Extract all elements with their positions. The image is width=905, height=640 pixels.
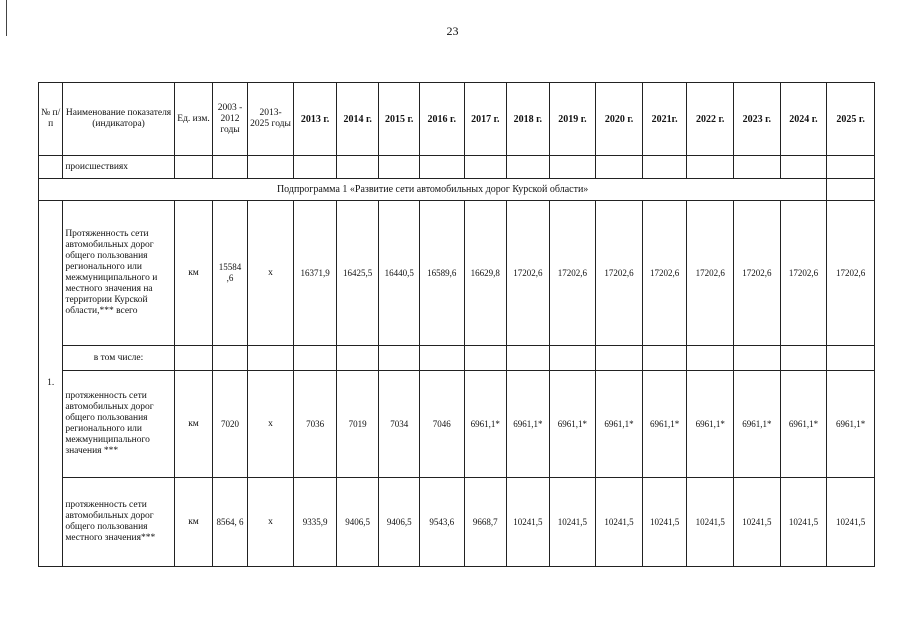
table-cell (642, 346, 687, 371)
year-value: 16440,5 (379, 201, 420, 346)
year-value: 17202,6 (642, 201, 687, 346)
table-cell (39, 156, 63, 179)
header-year: 2016 г. (419, 83, 464, 156)
table-cell (336, 346, 379, 371)
period-value: х (247, 478, 294, 567)
header-year: 2022 г. (687, 83, 734, 156)
year-value: 6961,1* (734, 371, 781, 478)
header-num: № п/п (39, 83, 63, 156)
period-value: х (247, 371, 294, 478)
table-cell (687, 156, 734, 179)
table-cell (780, 156, 827, 179)
year-value: 6961,1* (780, 371, 827, 478)
period-value: х (247, 201, 294, 346)
table-cell (213, 346, 247, 371)
indicator-name: Протяженность сети автомобильных дорог общего пользования регионального или межмуниципального и местного значения на территории Курской области,*** всего (63, 201, 174, 346)
table-cell (247, 346, 294, 371)
table-cell (827, 156, 875, 179)
year-value: 6961,1* (549, 371, 596, 478)
year-value: 9335,9 (294, 478, 337, 567)
table-cell (549, 346, 596, 371)
year-value: 10241,5 (596, 478, 643, 567)
indicator-name: в том числе: (63, 346, 174, 371)
table-cell (336, 156, 379, 179)
table-cell (507, 156, 550, 179)
table-cell (827, 179, 875, 201)
header-unit: Ед. изм. (174, 83, 213, 156)
subprogram-row (39, 179, 875, 201)
year-value: 17202,6 (827, 201, 875, 346)
indicator-name: протяженность сети автомобильных дорог общего пользования местного значения*** (63, 478, 174, 567)
year-value: 7046 (419, 371, 464, 478)
year-value: 9406,5 (379, 478, 420, 567)
year-value: 16589,6 (419, 201, 464, 346)
table-cell (734, 346, 781, 371)
year-value: 10241,5 (827, 478, 875, 567)
table-cell (247, 156, 294, 179)
table-row (39, 156, 875, 179)
year-value: 10241,5 (642, 478, 687, 567)
table-row (39, 201, 875, 346)
year-value: 7036 (294, 371, 337, 478)
table-cell (549, 156, 596, 179)
period-value: 8564, 6 (213, 478, 247, 567)
table-row (39, 346, 875, 371)
table-cell (687, 346, 734, 371)
header-year: 2015 г. (379, 83, 420, 156)
header-year: 2021г. (642, 83, 687, 156)
table-cell (174, 346, 213, 371)
header-row (39, 83, 875, 156)
table-cell (419, 346, 464, 371)
header-period-2003-2012: 2003 - 2012 годы (213, 83, 247, 156)
table-row (39, 371, 875, 478)
indicators-table (38, 82, 875, 567)
year-value: 10241,5 (507, 478, 550, 567)
unit-cell: км (174, 478, 213, 567)
header-year: 2024 г. (780, 83, 827, 156)
header-year: 2020 г. (596, 83, 643, 156)
header-year: 2018 г. (507, 83, 550, 156)
year-value: 6961,1* (642, 371, 687, 478)
row-number: 1. (39, 201, 63, 567)
year-value: 17202,6 (596, 201, 643, 346)
year-value: 6961,1* (507, 371, 550, 478)
year-value: 17202,6 (780, 201, 827, 346)
year-value: 9543,6 (419, 478, 464, 567)
year-value: 6961,1* (464, 371, 507, 478)
table-cell (379, 156, 420, 179)
table-cell (464, 156, 507, 179)
header-period-2013-2025: 2013- 2025 годы (247, 83, 294, 156)
year-value: 17202,6 (734, 201, 781, 346)
table-cell (596, 156, 643, 179)
table-cell (174, 156, 213, 179)
year-value: 9668,7 (464, 478, 507, 567)
year-value: 7034 (379, 371, 420, 478)
indicator-name: протяженность сети автомобильных дорог общего пользования регионального или межмуниципального значения *** (63, 371, 174, 478)
table-cell (642, 156, 687, 179)
period-value: 7020 (213, 371, 247, 478)
table-cell (213, 156, 247, 179)
year-value: 10241,5 (780, 478, 827, 567)
year-value: 6961,1* (827, 371, 875, 478)
table-cell (379, 346, 420, 371)
table-cell (294, 346, 337, 371)
year-value: 10241,5 (687, 478, 734, 567)
year-value: 16425,5 (336, 201, 379, 346)
header-year: 2023 г. (734, 83, 781, 156)
table-cell (419, 156, 464, 179)
year-value: 17202,6 (687, 201, 734, 346)
page-number: 23 (446, 24, 459, 38)
year-value: 7019 (336, 371, 379, 478)
period-value: 15584 ,6 (213, 201, 247, 346)
year-value: 16371,9 (294, 201, 337, 346)
header-name: Наименование показателя (индикатора) (63, 83, 174, 156)
table-cell (464, 346, 507, 371)
unit-cell: км (174, 371, 213, 478)
table-cell (507, 346, 550, 371)
year-value: 6961,1* (596, 371, 643, 478)
subprogram-title: Подпрограмма 1 «Развитие сети автомобильных дорог Курской области» (39, 179, 827, 201)
unit-cell: км (174, 201, 213, 346)
header-year: 2019 г. (549, 83, 596, 156)
table-cell (780, 346, 827, 371)
year-value: 10241,5 (549, 478, 596, 567)
header-year: 2013 г. (294, 83, 337, 156)
header-year: 2025 г. (827, 83, 875, 156)
year-value: 17202,6 (507, 201, 550, 346)
year-value: 6961,1* (687, 371, 734, 478)
header-year: 2017 г. (464, 83, 507, 156)
table-cell (734, 156, 781, 179)
table-row (39, 478, 875, 567)
table-cell (596, 346, 643, 371)
year-value: 17202,6 (549, 201, 596, 346)
table-cell (827, 346, 875, 371)
year-value: 9406,5 (336, 478, 379, 567)
year-value: 10241,5 (734, 478, 781, 567)
year-value: 16629,8 (464, 201, 507, 346)
indicator-name: происшествиях (63, 156, 174, 179)
table-cell (294, 156, 337, 179)
header-year: 2014 г. (336, 83, 379, 156)
